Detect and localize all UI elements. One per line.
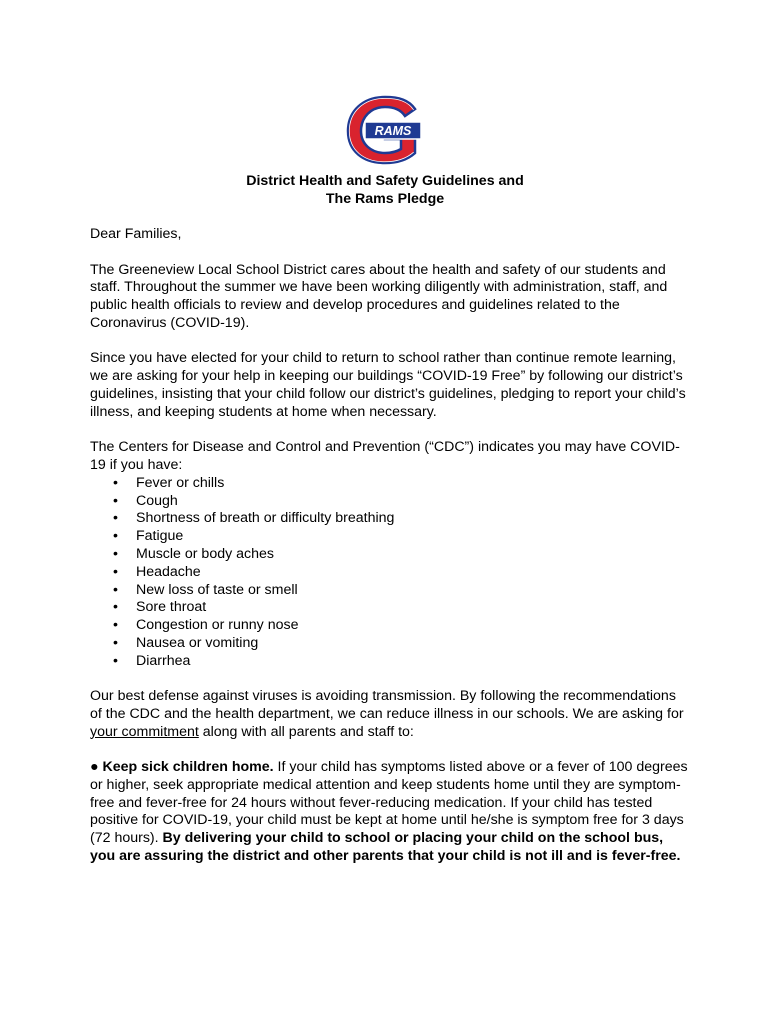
bullet-icon: • [113,545,118,562]
list-item: • New loss of taste or smell [113,581,298,598]
letter-body [90,226,690,883]
list-item: • Nausea or vomiting [113,634,259,651]
list-item: • Congestion or runny nose [113,617,299,634]
keep-sick-heading: ● Keep sick children home. [90,759,274,776]
list-item: • Fever or chills [113,474,225,491]
symptom-list [90,475,690,671]
intro-paragraph: The Greeneview Local School District cares about the health and safety of our students and staff. Throughout the summer we have been working diligently with administration, staff, and public health officials to review and develop procedures and guidelines related to the Coronavirus (COVID-19). [90,261,668,331]
bullet-icon: • [113,528,118,545]
bullet-icon: • [113,563,118,580]
bullet-icon: • [113,581,118,598]
list-item: • Diarrhea [113,652,191,669]
logo-rams-text: RAMS [374,124,412,138]
greeting: Dear Families, [90,226,182,242]
page-title-line-2: The Rams Pledge [325,191,445,207]
bullet-icon: • [113,617,118,634]
remote-learning-paragraph: Since you have elected for your child to return to school rather than continue remote learning, we are asking for your help in keeping our buildings “COVID-19 Free” by following our district’s guidelines, insisting that your child follow our district’s guidelines, pledging to report your child’s illness, and keeping students at home when necessary. [90,350,686,420]
keep-sick-bold-statement: By delivering your child to school or placing your child on the school bus, you are assuring the district and other parents that your child is not ill and is fever-free. [90,830,681,865]
list-item: • Sore throat [113,599,207,616]
cdc-paragraph: The Centers for Disease and Control and Prevention (“CDC”) indicates you may have COVID-19 if you have: [90,439,680,473]
bullet-icon: • [113,599,118,616]
list-item: • Headache [113,563,201,580]
keep-sick-children-home-paragraph: ● Keep sick children home. If your child has symptoms listed above or a fever of 100 degrees or higher, seek appropriate medical attention and keep students home until they are symptom-free and fever-free for 24 hours without fever-reducing medication. If your child has tested positive for COVID-19, your child must be kept at home until he/she is symptom free for 3 days (72 hours). By delivering your child to school or placing your child on the school bus, you are assuring the district and other parents that your child is not ill and is fever-free. [90,759,688,865]
bullet-icon: • [113,474,118,491]
page-title-line-1: District Health and Safety Guidelines and [246,173,524,189]
bullet-icon: • [113,492,118,509]
your-commitment-underlined: your commitment [90,723,199,740]
bullet-icon: • [113,634,118,651]
list-item: • Muscle or body aches [113,545,275,562]
defense-paragraph: Our best defense against viruses is avoiding transmission. By following the recommendations of the CDC and the health department, we can reduce illness in our schools. We are asking for your commitment along with all parents and staff to: [90,688,684,740]
bullet-icon: • [113,510,118,527]
list-item: • Shortness of breath or difficulty breathing [113,510,395,527]
greeneview-rams-logo [343,95,425,165]
list-item: • Fatigue [113,528,184,545]
list-item: • Cough [113,492,178,509]
bullet-icon: • [113,652,118,669]
